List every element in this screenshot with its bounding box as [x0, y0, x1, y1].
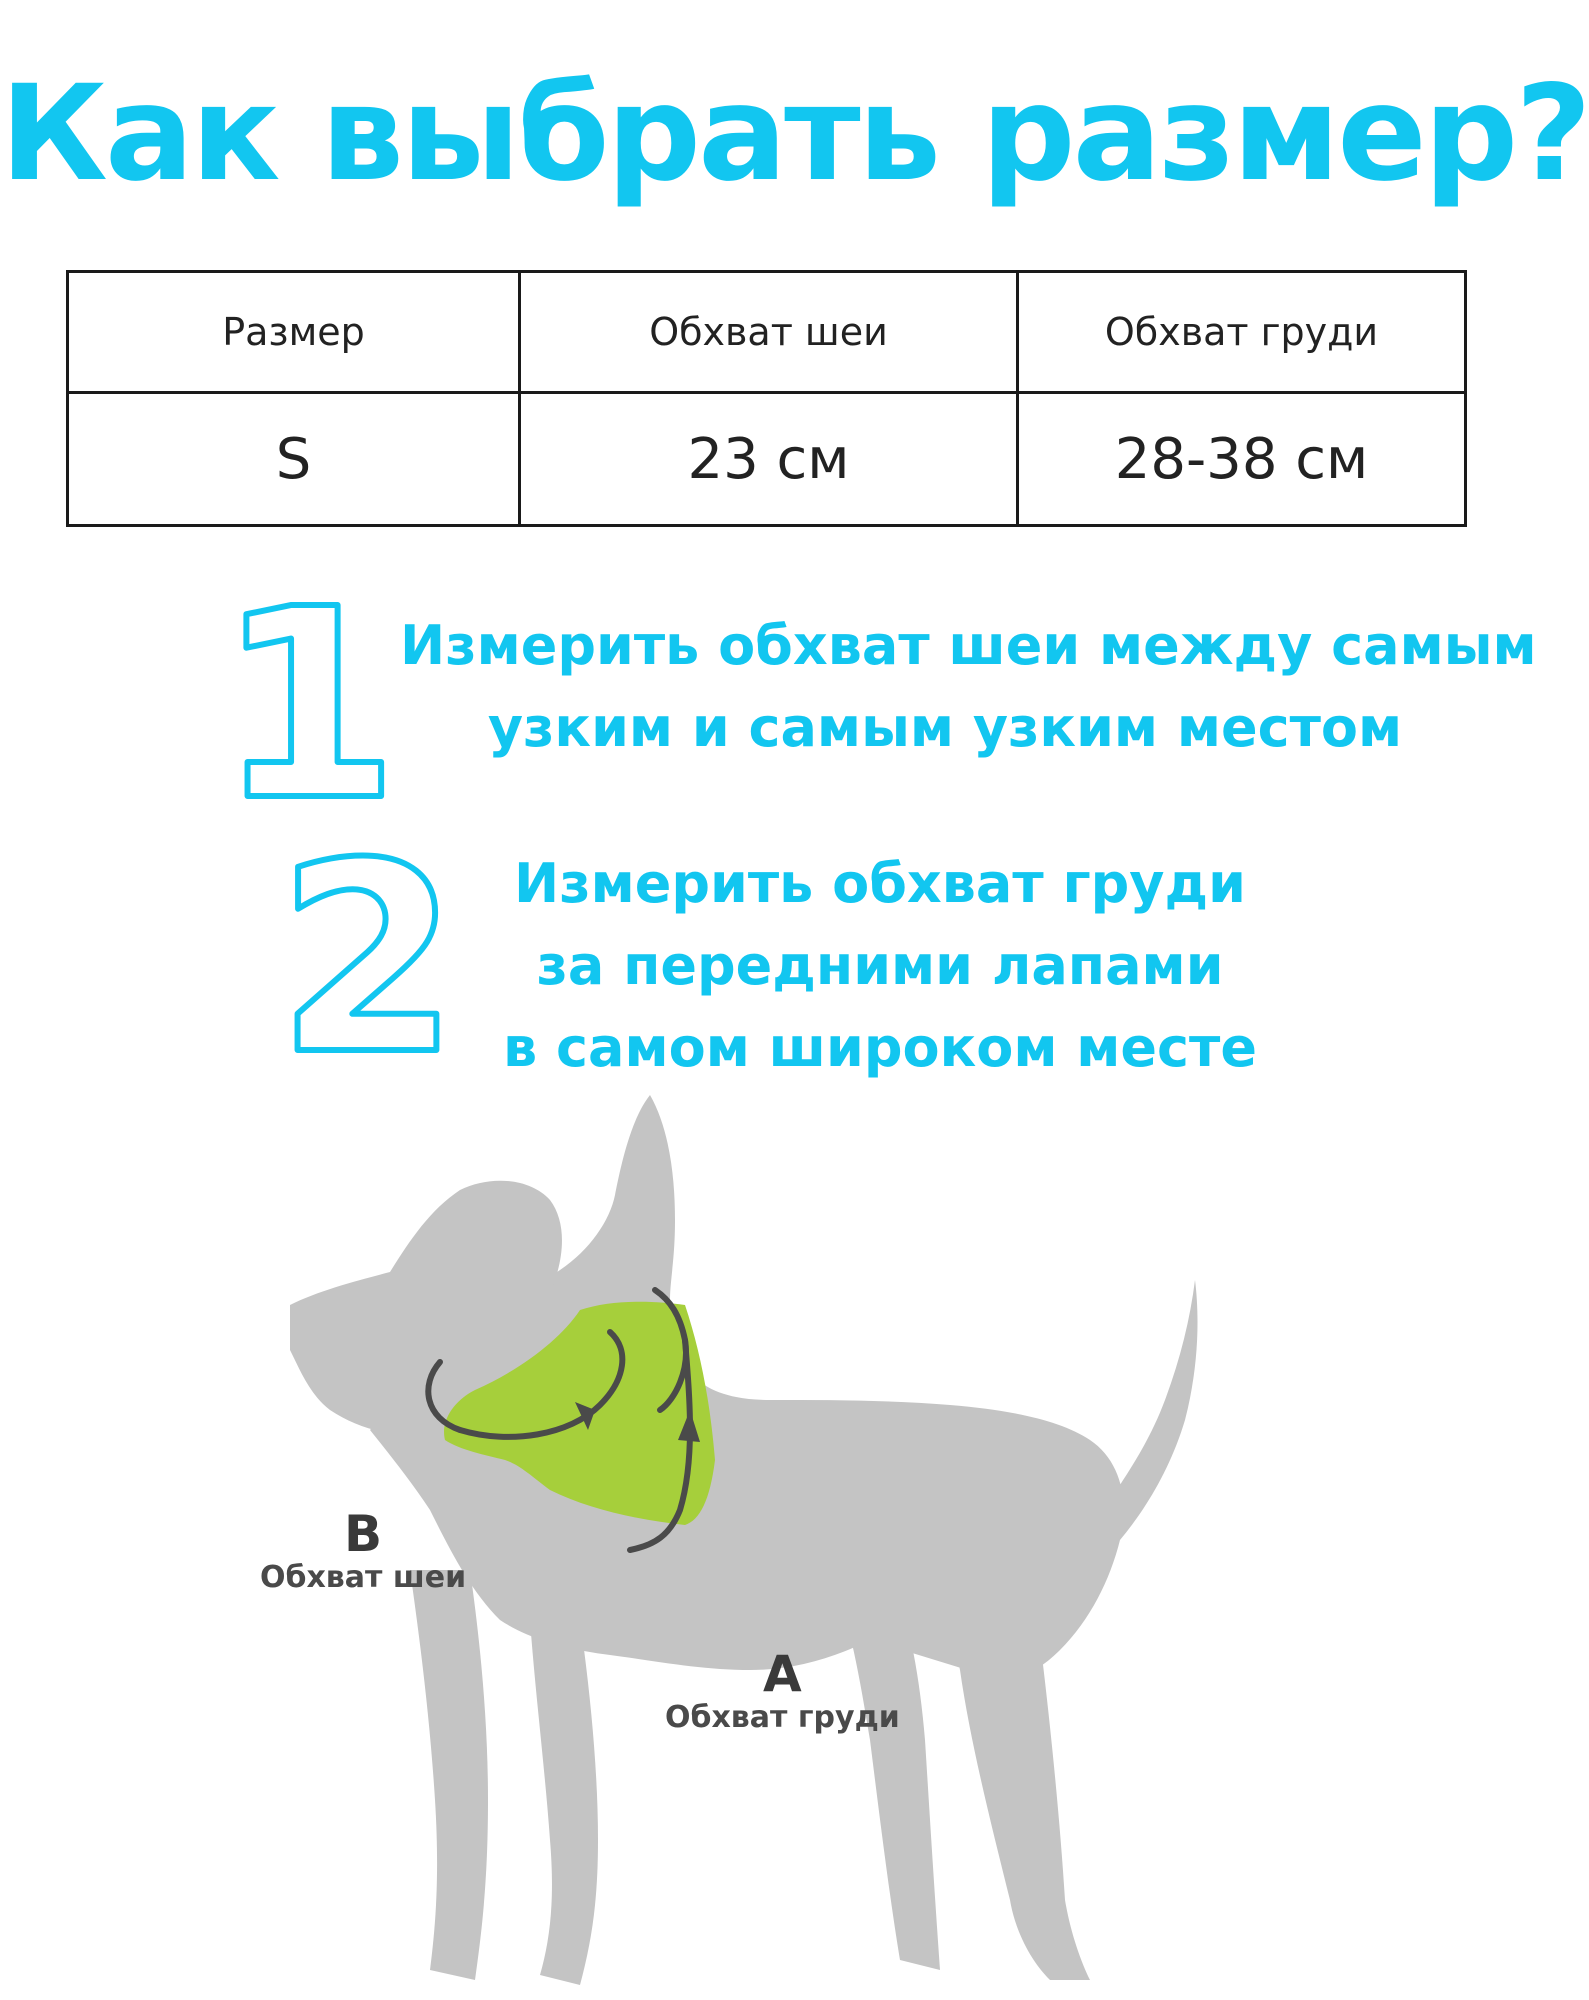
step-2-digit: 2 [276, 807, 460, 1112]
step-2-line-1: Измерить обхват груди [514, 852, 1246, 915]
header-chest: Обхват груди [1018, 272, 1466, 393]
step-1-line-1: Измерить обхват шеи между самым [400, 614, 1537, 677]
cell-chest: 28-38 см [1018, 393, 1466, 526]
step-1-digit: 1 [216, 553, 400, 858]
table-row [68, 393, 1466, 526]
step-2-text [480, 843, 1280, 1089]
step-2-line-2: за передними лапами [536, 934, 1224, 997]
neck-label: Обхват шеи [260, 1560, 467, 1595]
chest-label: Обхват груди [665, 1700, 900, 1735]
step-2-number [276, 807, 460, 1112]
table-header-row [68, 272, 1466, 393]
cell-size: S [68, 393, 520, 526]
header-neck: Обхват шеи [520, 272, 1018, 393]
step-1-text [400, 605, 1537, 769]
page-title: Как выбрать размер? [0, 57, 1589, 211]
dog-silhouette [290, 1095, 1198, 1985]
step-1-line-2: узким и самым узким местом [487, 696, 1403, 759]
step-1-number [216, 553, 400, 858]
step-2-line-3: в самом широком месте [503, 1016, 1257, 1079]
chest-letter: A [763, 1645, 802, 1703]
size-table [66, 270, 1467, 527]
header-size: Размер [68, 272, 520, 393]
cell-neck: 23 см [520, 393, 1018, 526]
neck-letter: B [344, 1505, 383, 1563]
